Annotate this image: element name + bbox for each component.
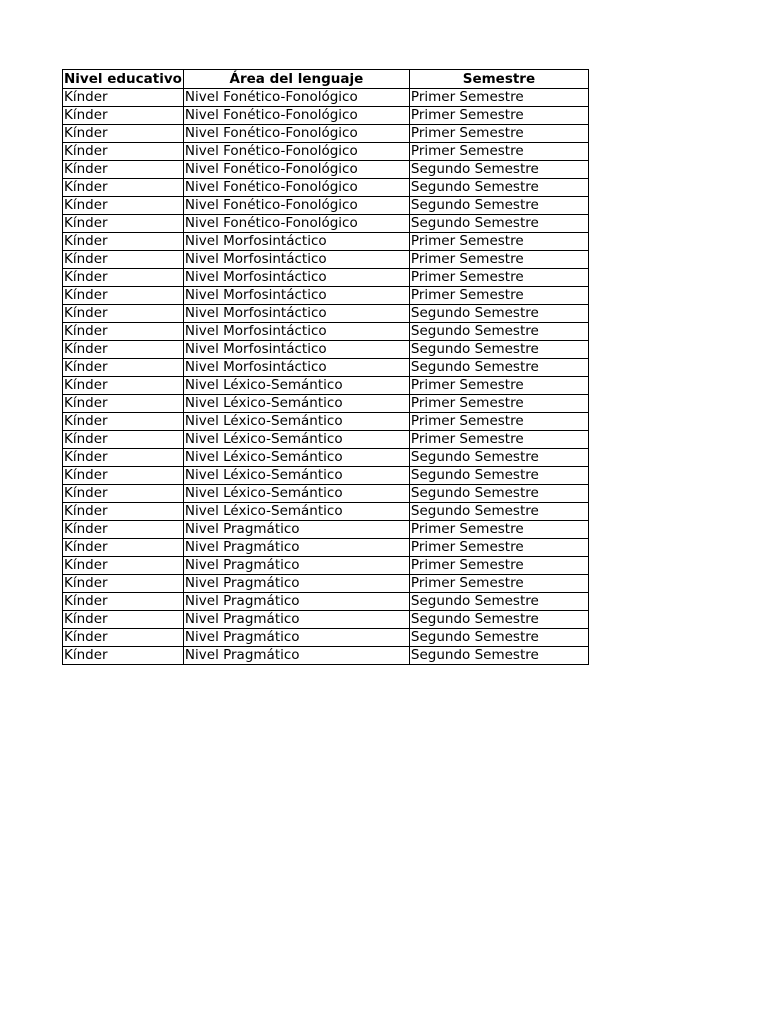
table-header: [63, 70, 589, 89]
cell-nivel-educativo: Kínder: [63, 557, 184, 575]
cell-nivel-educativo: Kínder: [63, 323, 184, 341]
cell-nivel-educativo: Kínder: [63, 143, 184, 161]
table-row: [63, 611, 589, 629]
table-row: [63, 197, 589, 215]
cell-semestre: Segundo Semestre: [409, 341, 588, 359]
cell-semestre: Primer Semestre: [409, 395, 588, 413]
cell-area-del-lenguaje: Nivel Pragmático: [183, 575, 409, 593]
cell-area-del-lenguaje: Nivel Léxico-Semántico: [183, 413, 409, 431]
cell-semestre: Primer Semestre: [409, 233, 588, 251]
table-row: [63, 413, 589, 431]
cell-semestre: Primer Semestre: [409, 539, 588, 557]
table-row: [63, 107, 589, 125]
table-row: [63, 521, 589, 539]
table-row: [63, 557, 589, 575]
cell-semestre: Primer Semestre: [409, 107, 588, 125]
cell-nivel-educativo: Kínder: [63, 503, 184, 521]
cell-nivel-educativo: Kínder: [63, 377, 184, 395]
cell-area-del-lenguaje: Nivel Morfosintáctico: [183, 341, 409, 359]
cell-semestre: Segundo Semestre: [409, 197, 588, 215]
cell-area-del-lenguaje: Nivel Pragmático: [183, 629, 409, 647]
cell-semestre: Segundo Semestre: [409, 503, 588, 521]
cell-semestre: Segundo Semestre: [409, 359, 588, 377]
cell-nivel-educativo: Kínder: [63, 107, 184, 125]
cell-area-del-lenguaje: Nivel Léxico-Semántico: [183, 395, 409, 413]
cell-area-del-lenguaje: Nivel Fonético-Fonológico: [183, 179, 409, 197]
cell-semestre: Segundo Semestre: [409, 179, 588, 197]
header-nivel-educativo: Nivel educativo: [64, 70, 182, 87]
cell-area-del-lenguaje: Nivel Léxico-Semántico: [183, 377, 409, 395]
table-row: [63, 359, 589, 377]
cell-nivel-educativo: Kínder: [63, 395, 184, 413]
cell-semestre: Primer Semestre: [409, 125, 588, 143]
cell-semestre: Primer Semestre: [409, 413, 588, 431]
cell-area-del-lenguaje: Nivel Fonético-Fonológico: [183, 125, 409, 143]
cell-nivel-educativo: Kínder: [63, 431, 184, 449]
table-row: [63, 593, 589, 611]
table-row: [63, 539, 589, 557]
cell-nivel-educativo: Kínder: [63, 161, 184, 179]
table-row: [63, 377, 589, 395]
cell-semestre: Segundo Semestre: [409, 593, 588, 611]
table-row: [63, 503, 589, 521]
cell-area-del-lenguaje: Nivel Pragmático: [183, 611, 409, 629]
table-row: [63, 251, 589, 269]
table-row: [63, 485, 589, 503]
cell-nivel-educativo: Kínder: [63, 521, 184, 539]
table-row: [63, 305, 589, 323]
data-table: [62, 69, 589, 665]
cell-semestre: Segundo Semestre: [409, 215, 588, 233]
cell-area-del-lenguaje: Nivel Pragmático: [183, 593, 409, 611]
table-body: [63, 89, 589, 665]
cell-semestre: Primer Semestre: [409, 287, 588, 305]
cell-nivel-educativo: Kínder: [63, 359, 184, 377]
header-area-del-lenguaje: Área del lenguaje: [183, 70, 409, 89]
table-row: [63, 431, 589, 449]
cell-nivel-educativo: Kínder: [63, 251, 184, 269]
cell-semestre: Segundo Semestre: [409, 467, 588, 485]
cell-semestre: Primer Semestre: [409, 143, 588, 161]
cell-area-del-lenguaje: Nivel Léxico-Semántico: [183, 485, 409, 503]
cell-area-del-lenguaje: Nivel Pragmático: [183, 521, 409, 539]
cell-semestre: Segundo Semestre: [409, 485, 588, 503]
cell-nivel-educativo: Kínder: [63, 575, 184, 593]
cell-nivel-educativo: Kínder: [63, 629, 184, 647]
cell-semestre: Primer Semestre: [409, 521, 588, 539]
table-row: [63, 287, 589, 305]
header-semestre: Semestre: [409, 70, 588, 89]
cell-semestre: Primer Semestre: [409, 377, 588, 395]
cell-area-del-lenguaje: Nivel Morfosintáctico: [183, 251, 409, 269]
table-row: [63, 215, 589, 233]
cell-area-del-lenguaje: Nivel Léxico-Semántico: [183, 449, 409, 467]
cell-area-del-lenguaje: Nivel Léxico-Semántico: [183, 503, 409, 521]
cell-area-del-lenguaje: Nivel Morfosintáctico: [183, 233, 409, 251]
cell-semestre: Primer Semestre: [409, 431, 588, 449]
table-row: [63, 629, 589, 647]
table-row: [63, 233, 589, 251]
cell-area-del-lenguaje: Nivel Fonético-Fonológico: [183, 197, 409, 215]
cell-nivel-educativo: Kínder: [63, 269, 184, 287]
cell-semestre: Primer Semestre: [409, 557, 588, 575]
cell-area-del-lenguaje: Nivel Morfosintáctico: [183, 287, 409, 305]
table-row: [63, 161, 589, 179]
cell-nivel-educativo: Kínder: [63, 413, 184, 431]
cell-nivel-educativo: Kínder: [63, 215, 184, 233]
table-row: [63, 467, 589, 485]
cell-semestre: Primer Semestre: [409, 251, 588, 269]
cell-nivel-educativo: Kínder: [63, 305, 184, 323]
cell-semestre: Segundo Semestre: [409, 611, 588, 629]
cell-area-del-lenguaje: Nivel Morfosintáctico: [183, 359, 409, 377]
table-row: [63, 395, 589, 413]
cell-nivel-educativo: Kínder: [63, 179, 184, 197]
cell-nivel-educativo: Kínder: [63, 287, 184, 305]
cell-nivel-educativo: Kínder: [63, 449, 184, 467]
cell-nivel-educativo: Kínder: [63, 197, 184, 215]
cell-semestre: Primer Semestre: [409, 575, 588, 593]
table-row: [63, 89, 589, 107]
cell-semestre: Segundo Semestre: [409, 449, 588, 467]
cell-nivel-educativo: Kínder: [63, 539, 184, 557]
cell-area-del-lenguaje: Nivel Fonético-Fonológico: [183, 215, 409, 233]
table-row: [63, 179, 589, 197]
table-row: [63, 143, 589, 161]
cell-nivel-educativo: Kínder: [63, 593, 184, 611]
cell-nivel-educativo: Kínder: [63, 611, 184, 629]
cell-nivel-educativo: Kínder: [63, 125, 184, 143]
cell-area-del-lenguaje: Nivel Léxico-Semántico: [183, 431, 409, 449]
cell-area-del-lenguaje: Nivel Morfosintáctico: [183, 323, 409, 341]
cell-area-del-lenguaje: Nivel Pragmático: [183, 539, 409, 557]
cell-semestre: Primer Semestre: [409, 89, 588, 107]
cell-area-del-lenguaje: Nivel Fonético-Fonológico: [183, 107, 409, 125]
table-row: [63, 341, 589, 359]
cell-semestre: Segundo Semestre: [409, 161, 588, 179]
table-row: [63, 449, 589, 467]
cell-semestre: Segundo Semestre: [409, 305, 588, 323]
table-row: [63, 125, 589, 143]
cell-semestre: Segundo Semestre: [409, 323, 588, 341]
cell-area-del-lenguaje: Nivel Fonético-Fonológico: [183, 143, 409, 161]
table-row: [63, 323, 589, 341]
cell-semestre: Primer Semestre: [409, 269, 588, 287]
cell-area-del-lenguaje: Nivel Pragmático: [183, 557, 409, 575]
cell-nivel-educativo: Kínder: [63, 341, 184, 359]
cell-area-del-lenguaje: Nivel Léxico-Semántico: [183, 467, 409, 485]
cell-area-del-lenguaje: Nivel Fonético-Fonológico: [183, 161, 409, 179]
header-row: [63, 70, 589, 89]
cell-nivel-educativo: Kínder: [63, 89, 184, 107]
cell-semestre: Segundo Semestre: [409, 629, 588, 647]
table-row: [63, 647, 589, 665]
table-row: [63, 575, 589, 593]
cell-nivel-educativo: Kínder: [63, 647, 184, 665]
cell-nivel-educativo: Kínder: [63, 233, 184, 251]
cell-area-del-lenguaje: Nivel Pragmático: [183, 647, 409, 665]
cell-nivel-educativo: Kínder: [63, 485, 184, 503]
cell-area-del-lenguaje: Nivel Fonético-Fonológico: [183, 89, 409, 107]
cell-semestre: Segundo Semestre: [409, 647, 588, 665]
cell-nivel-educativo: Kínder: [63, 467, 184, 485]
table-row: [63, 269, 589, 287]
cell-area-del-lenguaje: Nivel Morfosintáctico: [183, 269, 409, 287]
cell-area-del-lenguaje: Nivel Morfosintáctico: [183, 305, 409, 323]
